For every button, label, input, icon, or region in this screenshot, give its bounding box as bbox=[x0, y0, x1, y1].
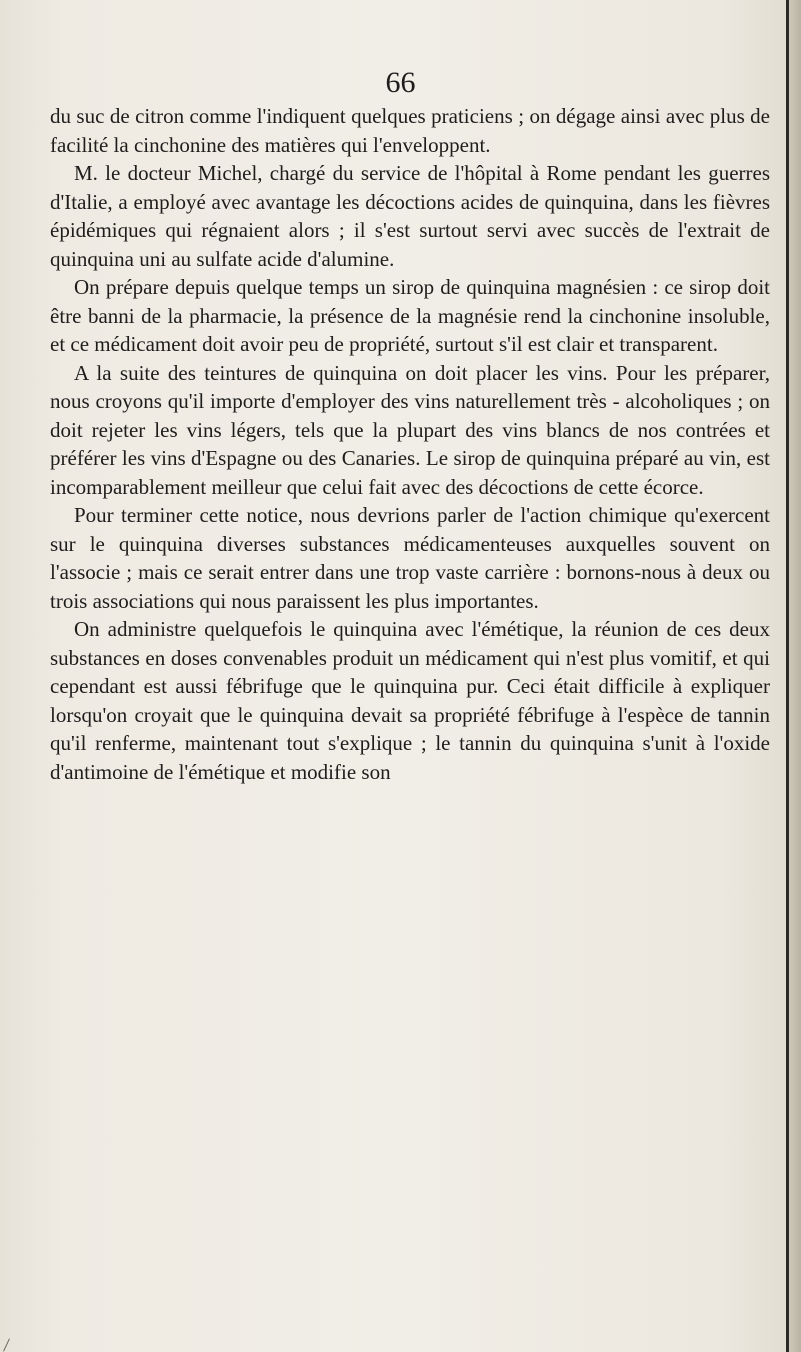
paragraph-michel: M. le docteur Michel, chargé du service de l'hôpital à Rome pendant les guerres d'Italie, a employé avec avantage les décoctions acides de quinquina, dans les fièvres épidémiques qui régnaient alors ; il s'est surtout servi avec succès de l'extrait de quinquina uni au sulfate acide d'alumine. bbox=[50, 161, 770, 271]
paragraph-notice: Pour terminer cette notice, nous devrions parler de l'action chimique qu'exercent sur le quinquina diverses substances médicamenteuses auxquelles souvent on l'associe ; mais ce serait entrer dans une trop vaste carrière : bornons-nous à deux ou trois associations qui nous paraissent les plus importantes. bbox=[50, 503, 770, 613]
paragraph-vins: A la suite des teintures de quinquina on doit placer les vins. Pour les préparer, nous croyons qu'il importe d'employer des vins naturellement très - alcoholiques ; on doit rejeter les vins légers, tels que la plupart des vins blancs de nos contrées et préférer les vins d'Espagne ou des Canaries. Le sirop de quinquina préparé au vin, est incomparablement meilleur que celui fait avec des décoctions de cette écorce. bbox=[50, 360, 770, 499]
page-number: 66 bbox=[385, 66, 416, 99]
page-edge-shadow bbox=[789, 0, 801, 1352]
scan-mark bbox=[3, 1338, 10, 1351]
page-edge-line bbox=[786, 0, 789, 1352]
paragraph-emetique: On administre quelquefois le quinquina avec l'émétique, la réunion de ces deux substances en doses convenables produit un médicament qui n'est plus vomitif, et qui cependant est aussi fébrifuge que le quinquina pur. Ceci était difficile à expliquer lorsqu'on croyait que le quinquina devait sa propriété fébrifuge à l'espèce de tannin qu'il renferme, maintenant tout s'explique ; le tannin du quinquina s'unit à l'oxide d'antimoine de l'émétique et modifie son bbox=[50, 617, 770, 784]
body-text bbox=[50, 102, 770, 786]
paragraph-continuation: du suc de citron comme l'indiquent quelques praticiens ; on dégage ainsi avec plus de facilité la cinchonine des matières qui l'enveloppent. bbox=[50, 104, 770, 157]
paragraph-sirop-magnesien: On prépare depuis quelque temps un sirop de quinquina magnésien : ce sirop doit être banni de la pharmacie, la présence de la magnésie rend la cinchonine insoluble, et ce médicament doit avoir peu de propriété, surtout s'il est clair et transparent. bbox=[50, 275, 770, 356]
